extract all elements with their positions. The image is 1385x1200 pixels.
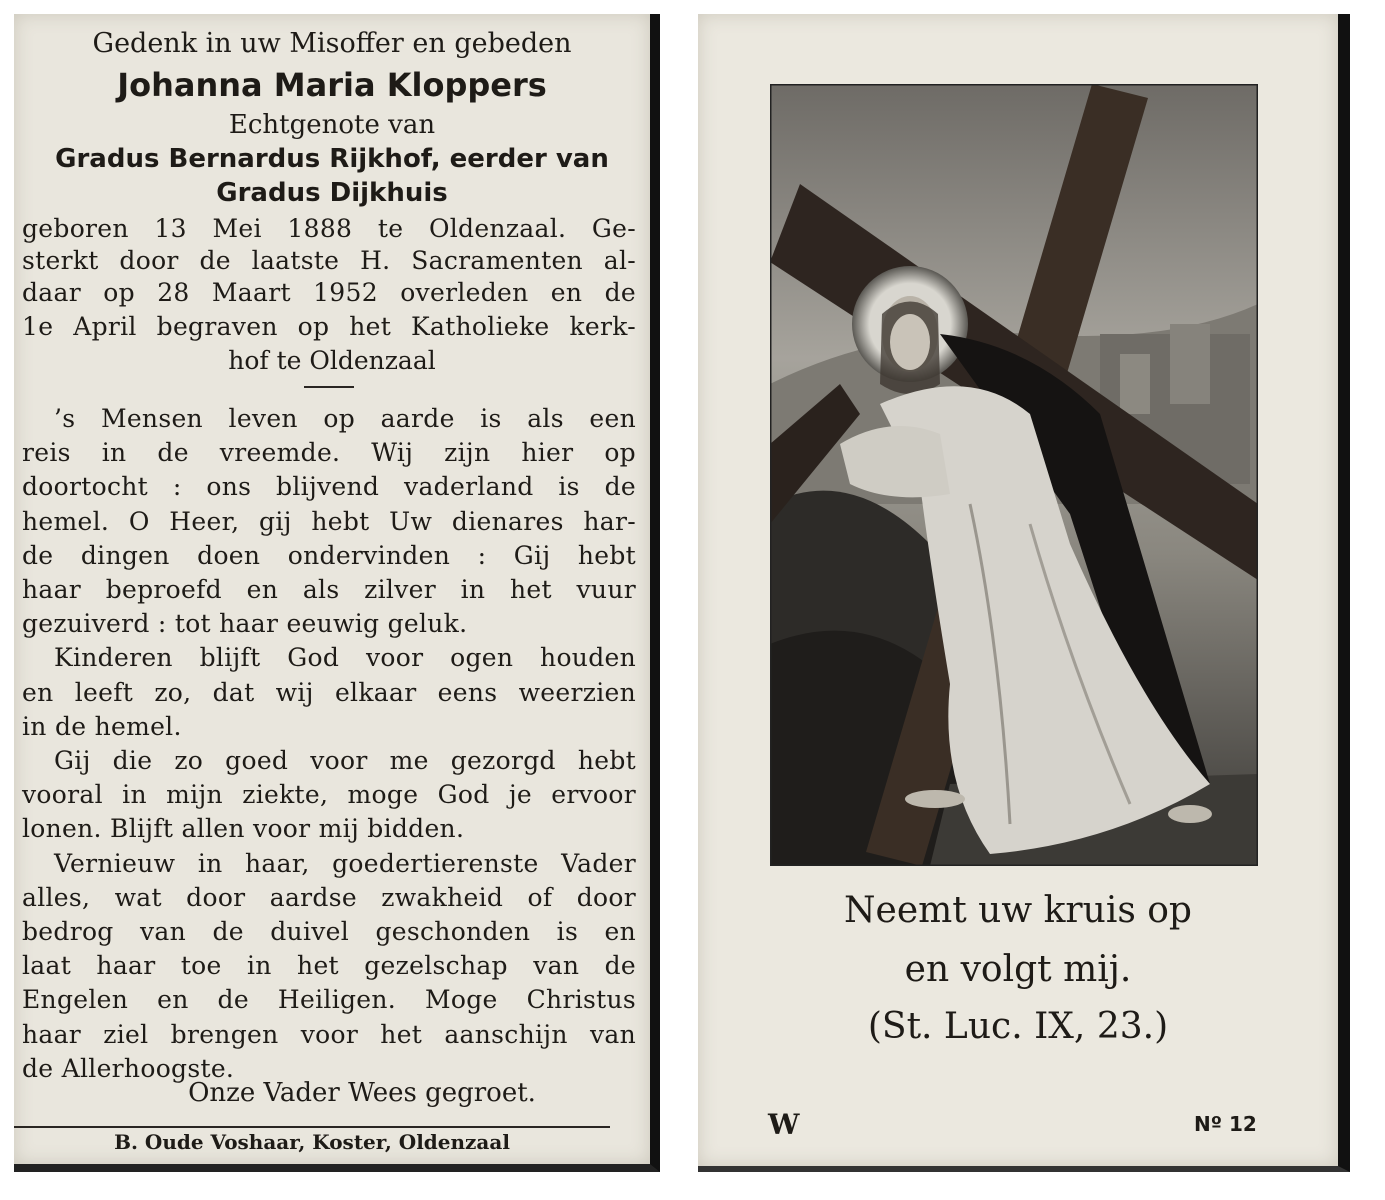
foot-left xyxy=(905,790,965,808)
text-line: Gij die zo goed voor me gezorgd hebt xyxy=(54,746,636,775)
text-line: doortocht : ons blijvend vaderland is de xyxy=(22,472,636,501)
spouse-line-1: Gradus Bernardus Rijkhof, eerder van xyxy=(55,144,609,174)
text-line: gezuiverd : tot haar eeuwig geluk. xyxy=(22,609,468,638)
biography-line: daar op 28 Maart 1952 overleden en de xyxy=(22,278,636,307)
text-line: alles, wat door aardse zwakheid of door xyxy=(22,883,636,912)
card-number: Nº 12 xyxy=(1194,1112,1257,1136)
text-line: vooral in mijn ziekte, moge God je ervoor xyxy=(22,780,636,809)
divider-rule xyxy=(304,386,354,388)
text-line: ’s Mensen leven op aarde is als een xyxy=(54,404,636,433)
biography-line: 1e April begraven op het Katholieke kerk- xyxy=(22,312,636,341)
caption-line-2: en volgt mij. xyxy=(904,949,1132,990)
text-line: laat haar toe in het gezelschap van de xyxy=(22,951,636,980)
deceased-name: Johanna Maria Kloppers xyxy=(117,66,547,104)
spouse-line-2: Gradus Dijkhuis xyxy=(216,178,448,208)
text-line: Vernieuw in haar, goedertierenste Vader xyxy=(54,849,636,878)
text-line: haar ziel brengen voor het aanschijn van xyxy=(22,1020,636,1049)
footer-rule xyxy=(14,1126,610,1128)
text-line: haar beproefd en als zilver in het vuur xyxy=(22,575,636,604)
text-line: in de hemel. xyxy=(22,712,182,741)
memorial-text-card xyxy=(14,14,660,1172)
holy-card-image-side xyxy=(698,14,1350,1172)
caption-line-3: (St. Luc. IX, 23.) xyxy=(867,1006,1169,1047)
foot-right xyxy=(1168,805,1212,823)
christ-carrying-cross-image xyxy=(770,84,1258,866)
arms xyxy=(840,426,950,497)
header-text: Gedenk in uw Misoffer en gebeden xyxy=(92,28,572,59)
biography-line: geboren 13 Mei 1888 te Oldenzaal. Ge- xyxy=(22,214,636,243)
text-line: reis in de vreemde. Wij zijn hier op xyxy=(22,438,636,467)
text-line: hemel. O Heer, gij hebt Uw dienares har- xyxy=(22,507,636,536)
text-line: Engelen en de Heiligen. Moge Christus xyxy=(22,985,636,1014)
text-line: lonen. Blijft allen voor mij bidden. xyxy=(22,814,465,843)
biography-line: sterkt door de laatste H. Sacramenten al- xyxy=(22,246,636,275)
text-line: en leeft zo, dat wij elkaar eens weerzien xyxy=(22,678,636,707)
relation-text: Echtgenote van xyxy=(228,110,436,140)
text-line: de dingen doen ondervinden : Gij hebt xyxy=(22,541,636,570)
text-line: Kinderen blijft God voor ogen houden xyxy=(54,643,636,672)
text-line: de Allerhoogste. xyxy=(22,1054,235,1083)
text-line: bedrog van de duivel geschonden is en xyxy=(22,917,636,946)
closing-prayers: Onze Vader Wees gegroet. xyxy=(188,1078,536,1108)
biography-last-line: hof te Oldenzaal xyxy=(228,346,436,375)
caption-line-1: Neemt uw kruis op xyxy=(844,890,1192,931)
printer-credit: B. Oude Voshaar, Koster, Oldenzaal xyxy=(114,1130,510,1154)
publisher-monogram: W xyxy=(768,1108,800,1141)
